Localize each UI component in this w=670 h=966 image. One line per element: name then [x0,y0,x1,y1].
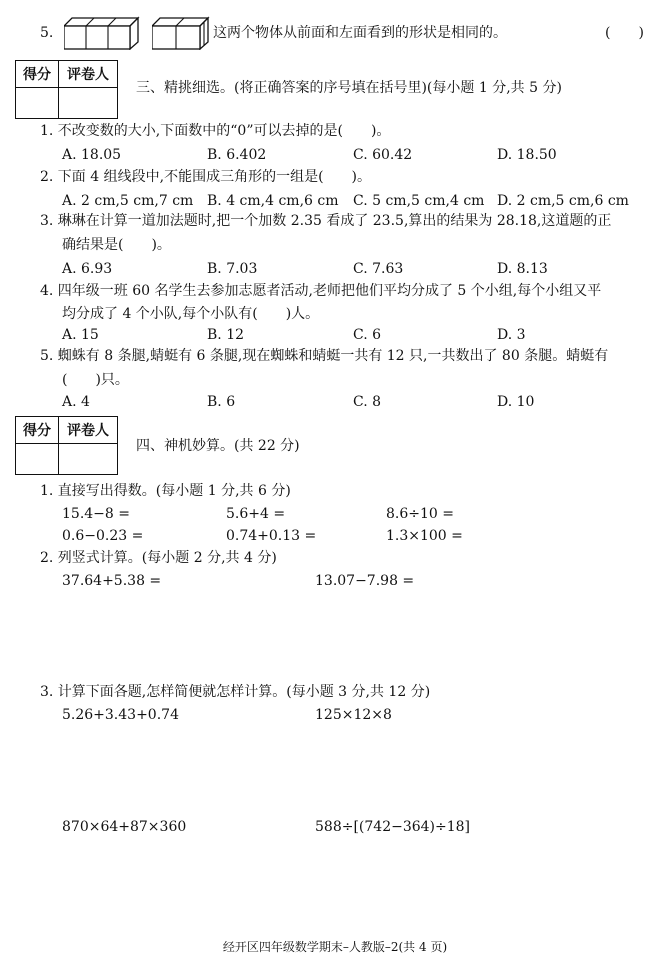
grader-cell[interactable] [59,444,118,475]
score-cell[interactable] [16,88,59,119]
mc-q2-option-d: D. 2 cm,5 cm,6 cm [497,193,629,209]
score-cell[interactable] [16,444,59,475]
cube-figure-right [152,16,210,50]
mc-q5-stem-line1: 5. 蜘蛛有 8 条腿,蜻蜓有 6 条腿,现在蜘蛛和蜻蜓一共有 12 只,一共数出了 80 条腿。蜻蜓有 [40,348,609,364]
judge-q5-number: 5. [40,25,54,41]
cube-figure-left [64,16,144,50]
mc-q4-stem-line2: 均分成了 4 个小队,每个小队有( )人。 [62,306,320,322]
judge-q5-text: 这两个物体从前面和左面看到的形状是相同的。 [213,25,507,41]
mc-q1-option-a: A. 18.05 [62,147,122,163]
vertical-calc-item: 37.64+5.38 = [62,573,162,589]
mc-q2-option-a: A. 2 cm,5 cm,7 cm [62,193,194,209]
vertical-calc-item: 13.07−7.98 = [315,573,415,589]
grader-cell[interactable] [59,88,118,119]
mc-q2-option-c: C. 5 cm,5 cm,4 cm [353,193,485,209]
mc-q1-option-d: D. 18.50 [497,147,557,163]
simplify-calc-item: 5.26+3.43+0.74 [62,707,179,723]
oral-calc-item: 15.4−8 = [62,506,130,522]
mc-q3-option-a: A. 6.93 [62,261,113,277]
section3-title: 三、精挑细选。(将正确答案的序号填在括号里)(每小题 1 分,共 5 分) [136,80,562,96]
mc-q3-stem-line2: 确结果是( )。 [62,237,171,253]
mc-q5-option-a: A. 4 [62,394,90,410]
grader-label: 评卷人 [59,417,118,444]
part1-heading: 1. 直接写出得数。(每小题 1 分,共 6 分) [40,483,291,499]
grader-label: 评卷人 [59,61,118,88]
oral-calc-item: 5.6+4 = [226,506,286,522]
mc-q4-option-c: C. 6 [353,327,382,343]
mc-q3-option-c: C. 7.63 [353,261,404,277]
oral-calc-item: 8.6÷10 = [386,506,454,522]
mc-q1-option-c: C. 60.42 [353,147,413,163]
mc-q2-option-b: B. 4 cm,4 cm,6 cm [207,193,339,209]
score-box-section4 [15,416,118,475]
mc-q4-option-b: B. 12 [207,327,245,343]
oral-calc-item: 0.6−0.23 = [62,528,144,544]
oral-calc-item: 1.3×100 = [386,528,463,544]
score-box-section3 [15,60,118,119]
mc-q5-stem-line2: ( )只。 [62,372,129,388]
mc-q5-option-d: D. 10 [497,394,535,410]
mc-q4-option-d: D. 3 [497,327,526,343]
simplify-calc-item: 588÷[(742−364)÷18] [315,819,471,835]
simplify-calc-item: 125×12×8 [315,707,392,723]
score-label: 得分 [16,61,59,88]
mc-q3-stem-line1: 3. 琳琳在计算一道加法题时,把一个加数 2.35 看成了 23.5,算出的结果为 28.18,这道题的正 [40,213,612,229]
part2-heading: 2. 列竖式计算。(每小题 2 分,共 4 分) [40,550,277,566]
part3-heading: 3. 计算下面各题,怎样简便就怎样计算。(每小题 3 分,共 12 分) [40,684,431,700]
mc-q2-stem: 2. 下面 4 组线段中,不能围成三角形的一组是( )。 [40,169,371,185]
mc-q4-stem-line1: 4. 四年级一班 60 名学生去参加志愿者活动,老师把他们平均分成了 5 个小组,每个小组又平 [40,283,602,299]
mc-q3-option-b: B. 7.03 [207,261,258,277]
simplify-calc-item: 870×64+87×360 [62,819,187,835]
judge-q5-answer-blank: ( ) [605,25,644,41]
score-label: 得分 [16,417,59,444]
section4-title: 四、神机妙算。(共 22 分) [136,438,300,454]
mc-q5-option-c: C. 8 [353,394,382,410]
oral-calc-item: 0.74+0.13 = [226,528,317,544]
mc-q3-option-d: D. 8.13 [497,261,548,277]
mc-q4-option-a: A. 15 [62,327,99,343]
page-footer: 经开区四年级数学期末–人教版–2(共 4 页) [222,940,448,954]
mc-q1-stem: 1. 不改变数的大小,下面数中的“0”可以去掉的是( )。 [40,123,391,139]
mc-q1-option-b: B. 6.402 [207,147,267,163]
mc-q5-option-b: B. 6 [207,394,236,410]
